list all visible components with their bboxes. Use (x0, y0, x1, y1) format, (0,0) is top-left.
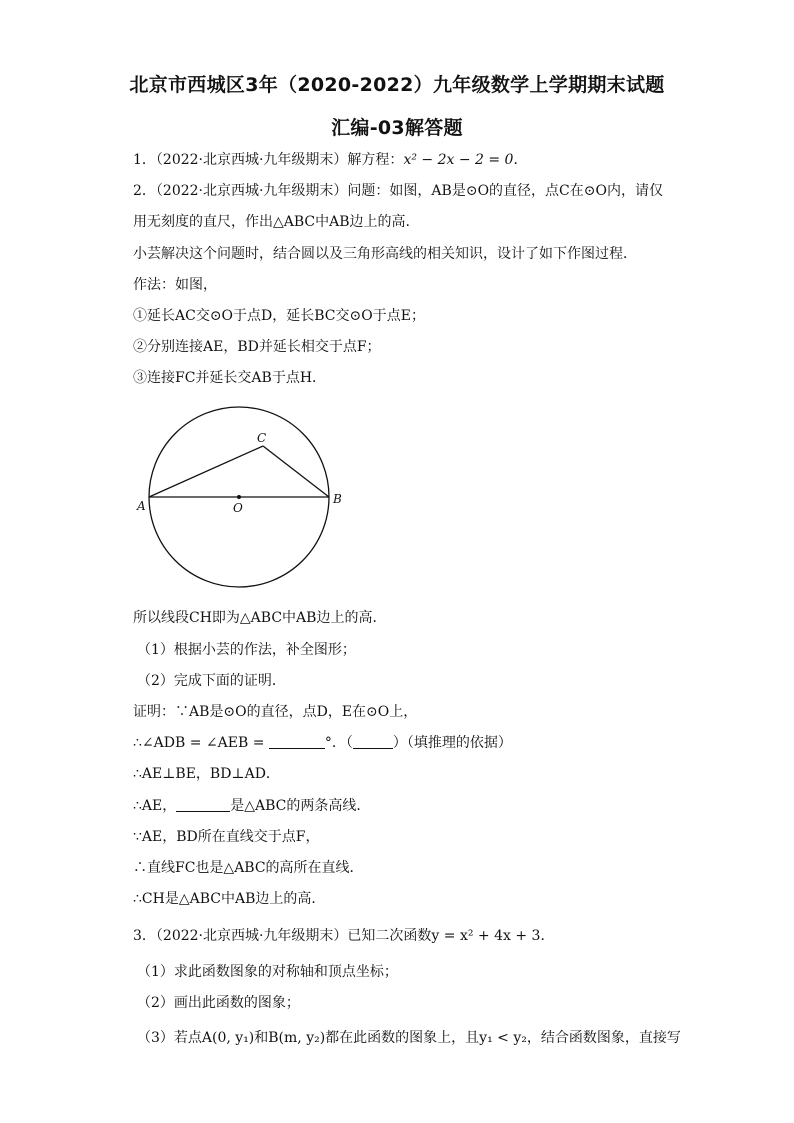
q2-proof3: ∴AE⊥BE，BD⊥AD． (133, 766, 280, 782)
q2-step2: ②分别连接AE，BD并延长相交于点F； (133, 339, 381, 355)
segment-ac (149, 446, 263, 497)
q2-line2: 用无刻度的直尺，作出△ABC中AB边上的高. (133, 214, 410, 230)
q1-equation: x² − 2x − 2 = 0 (403, 152, 514, 168)
q2-proof4-b: 是△ABC的两条高线． (230, 798, 371, 814)
document-title-line1: 北京市西城区3年（2020-2022）九年级数学上学期期末试题 (129, 74, 665, 96)
q1-suffix: ． (513, 152, 528, 168)
q3-line1: 3．（2022·北京西城·九年级期末）已知二次函数y = x² + 4x + 3． (133, 928, 555, 944)
reason-answer-blank[interactable] (353, 734, 393, 749)
angle-answer-blank[interactable] (269, 734, 325, 749)
q2-proof7: ∴CH是△ABC中AB边上的高． (133, 891, 326, 907)
q2-part1: （1）根据小芸的作法，补全图形； (137, 642, 356, 658)
q2-proof4 (133, 796, 370, 816)
q2-proof5: ∵AE，BD所在直线交于点F， (133, 829, 320, 845)
q2-part2: （2）完成下面的证明． (137, 673, 286, 689)
question-1 (133, 150, 527, 170)
q2-proof6: ∴直线FC也是△ABC的高所在直线． (133, 860, 364, 876)
q2-proof2-c: ）（填推理的依据） (392, 735, 512, 751)
q2-proof2-b: °．（ (324, 735, 353, 751)
document-title-line2: 汇编-03解答题 (331, 117, 463, 139)
q2-proof2 (133, 733, 512, 753)
label-o: O (233, 501, 243, 515)
q3-part1: （1）求此函数图象的对称轴和顶点坐标； (137, 964, 398, 980)
segment-bc (263, 446, 329, 497)
label-a: A (137, 499, 146, 513)
q2-proof2-a: ∴∠ADB = ∠AEB = (133, 735, 269, 751)
q2-proof1: 证明：∵AB是⊙O的直径，点D，E在⊙O上， (133, 704, 418, 720)
q2-step1: ①延长AC交⊙O于点D，延长BC交⊙O于点E； (133, 308, 425, 324)
center-point (237, 495, 241, 499)
q2-line4: 作法：如图， (133, 277, 217, 293)
q3-part2: （2）画出此函数的图象； (137, 995, 300, 1011)
q2-step3: ③连接FC并延长交AB于点H． (133, 370, 327, 386)
label-c: C (257, 431, 267, 445)
q2-proof4-a: ∴AE， (133, 798, 177, 814)
q2-line3: 小芸解决这个问题时，结合圆以及三角形高线的相关知识，设计了如下作图过程． (133, 246, 637, 262)
altitude-answer-blank[interactable] (176, 797, 230, 812)
q3-part3: （3）若点A(0, y₁)和B(m, y₂)都在此函数的图象上，且y₁ < y₂，结合函数图象，直接写 (137, 1030, 681, 1046)
q2-conclusion: 所以线段CH即为△ABC中AB边上的高． (133, 610, 387, 626)
q1-prefix: 1．（2022·北京西城·九年级期末）解方程： (133, 152, 404, 168)
circle-triangle-figure (128, 398, 358, 598)
q2-line1: 2．（2022·北京西城·九年级期末）问题：如图，AB是⊙O的直径，点C在⊙O内，请仅 (133, 183, 663, 199)
label-b: B (333, 492, 342, 506)
